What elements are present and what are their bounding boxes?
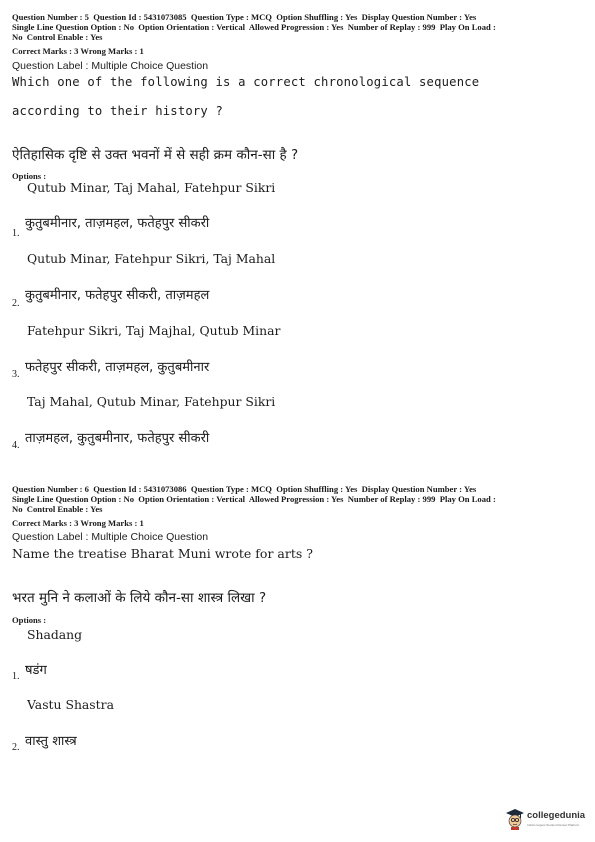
logo-wordmark: collegedunia	[527, 810, 586, 821]
q5-option4-hindi: ताज़महल, कुतुबमीनार, फतेहपुर सीकरी	[25, 431, 210, 446]
q5-option2-number: 2.	[12, 298, 20, 309]
q5-option4-english: Taj Mahal, Qutub Minar, Fatehpur Sikri	[27, 394, 276, 409]
q6-meta: Question Number : 6 Question Id : 5431073086 Question Type : MCQ Option Shuffling : Yes Display Question Number : Yes Single Line Question Option : No Option Orientation : Vertical Allowed Progression : Yes Number of Replay : 999 Play On Load : No Control Enable : Yes	[12, 484, 496, 514]
q5-marks: Correct Marks : 3 Wrong Marks : 1	[12, 46, 144, 56]
q5-question-text-line1: Which one of the following is a correct chronological sequence	[12, 75, 480, 89]
q5-option1-english: Qutub Minar, Taj Mahal, Fatehpur Sikri	[27, 180, 276, 195]
q6-option2-hindi: वास्तु शास्त्र	[25, 734, 77, 749]
q5-option2-hindi: कुतुबमीनार, फतेहपुर सीकरी, ताज़महल	[25, 288, 210, 303]
q6-marks: Correct Marks : 3 Wrong Marks : 1	[12, 518, 144, 528]
q5-question-label: Question Label : Multiple Choice Question	[12, 60, 209, 72]
q5-option4-number: 4.	[12, 440, 20, 451]
q5-option2-english: Qutub Minar, Fatehpur Sikri, Taj Mahal	[27, 251, 276, 266]
logo-tagline: India's largest Student Review Platform	[527, 823, 580, 827]
q5-option3-hindi: फतेहपुर सीकरी, ताज़महल, कुतुबमीनार	[25, 360, 210, 375]
q6-option2-number: 2.	[12, 742, 20, 753]
q5-option3-number: 3.	[12, 369, 20, 380]
q5-question-hindi: ऐतिहासिक दृष्टि से उक्त भवनों में से सही क्रम कौन-सा है ?	[12, 147, 299, 163]
q5-option1-number: 1.	[12, 228, 20, 239]
q5-question-text-line2: according to their history ?	[12, 104, 224, 118]
collegedunia-logo[interactable]	[505, 808, 590, 832]
q6-option1-hindi: षडंग	[25, 663, 47, 678]
q6-question-hindi: भरत मुनि ने कलाओं के लिये कौन-सा शास्त्र लिखा ?	[12, 590, 267, 606]
q5-option1-hindi: कुतुबमीनार, ताज़महल, फतेहपुर सीकरी	[25, 216, 210, 231]
q5-meta: Question Number : 5 Question Id : 5431073085 Question Type : MCQ Option Shuffling : Yes Display Question Number : Yes Single Line Question Option : No Option Orientation : Vertical Allowed Progression : Yes Number of Replay : 999 Play On Load : No Control Enable : Yes	[12, 12, 496, 42]
q6-question-label: Question Label : Multiple Choice Question	[12, 531, 209, 543]
q6-option2-english: Vastu Shastra	[27, 697, 114, 712]
q5-options-label: Options :	[12, 171, 47, 181]
q6-option1-number: 1.	[12, 671, 20, 682]
q5-option3-english: Fatehpur Sikri, Taj Majhal, Qutub Minar	[27, 323, 281, 338]
q6-options-label: Options :	[12, 615, 47, 625]
q6-question-text: Name the treatise Bharat Muni wrote for arts ?	[12, 546, 313, 561]
q6-option1-english: Shadang	[27, 627, 83, 642]
mascot-icon	[505, 808, 525, 830]
